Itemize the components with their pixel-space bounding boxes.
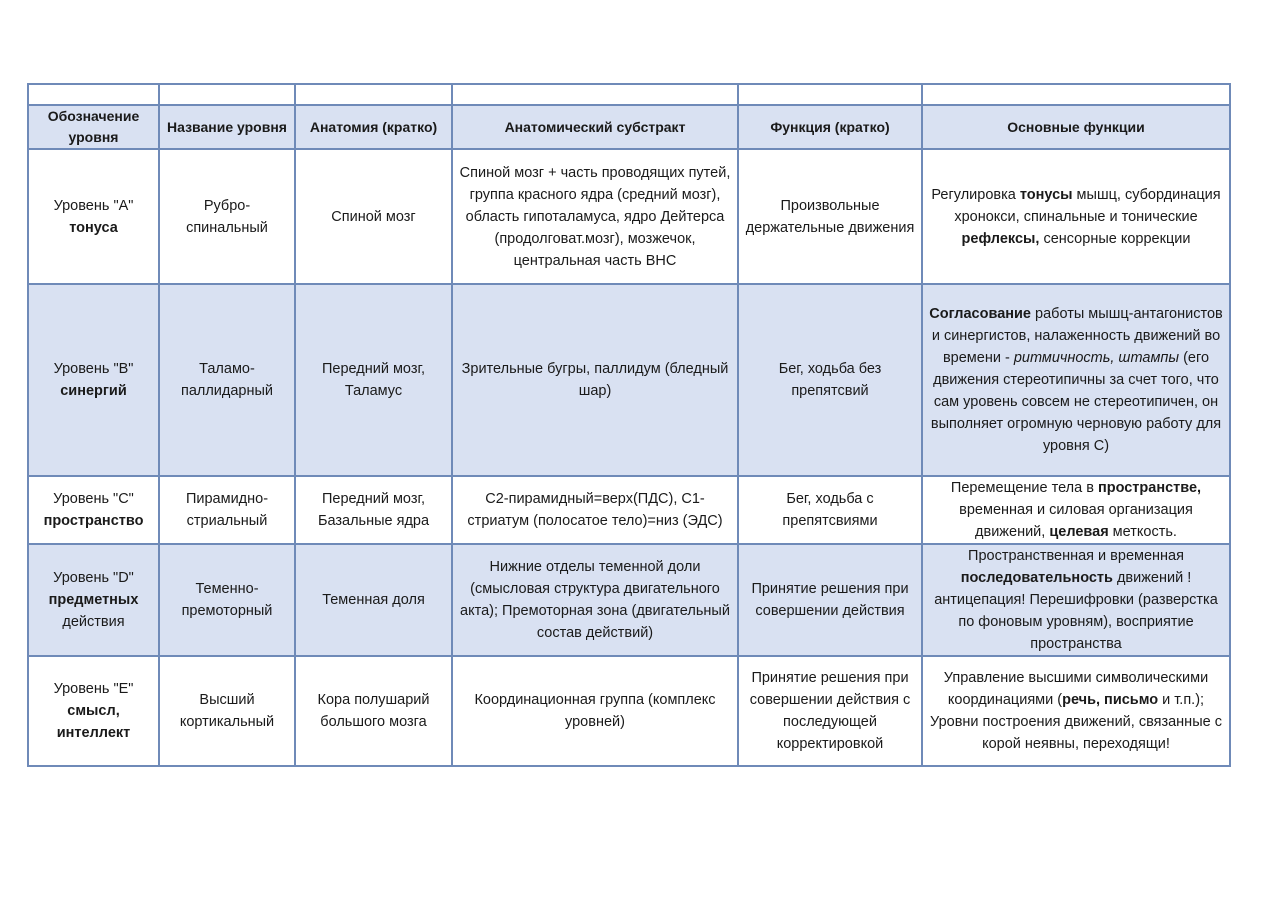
level-suffix: действия — [62, 614, 125, 630]
level-keyword: синергий — [60, 383, 127, 399]
empty-top-row — [28, 84, 1230, 105]
function-short-cell: Принятие решения при совершении действия — [738, 544, 922, 656]
level-keyword: тонуса — [69, 219, 118, 236]
main-functions-cell: Пространственная и временная последовательность движений !антицепация! Перешифровки (разверстка по фоновым уровням), восприятие пространства — [922, 544, 1230, 656]
levels-table — [27, 83, 1231, 767]
empty-cell — [452, 84, 738, 105]
level-label: Уровень "Е" — [53, 681, 134, 697]
level-label: Уровень "D" — [53, 570, 134, 586]
substrate-cell: Зрительные бугры, паллидум (бледный шар) — [452, 284, 738, 476]
anatomy-cell: Кора полушарий большого мозга — [295, 656, 452, 766]
anatomy-cell: Передний мозг, Базальные ядра — [295, 476, 452, 544]
table-row — [28, 544, 1230, 656]
table-row — [28, 149, 1230, 284]
main-functions-cell: Управление высшими символическими координациями (речь, письмо и т.п.); Уровни построения движений, связанные с корой неявны, переходящи! — [922, 656, 1230, 766]
header-row — [28, 105, 1230, 149]
header-anatomy-short: Анатомия (кратко) — [295, 105, 452, 149]
level-designation-cell — [28, 149, 159, 284]
substrate-cell: Спиной мозг + часть проводящих путей, группа красного ядра (средний мозг), область гипоталамуса, ядро Дейтерса (продолговат.мозг), мозжечок, центральная часть ВНС — [452, 149, 738, 284]
level-designation-cell — [28, 544, 159, 656]
header-main-functions: Основные функции — [922, 105, 1230, 149]
level-label: Уровень "С" — [53, 491, 134, 507]
function-short-cell: Бег, ходьба с препятсвиями — [738, 476, 922, 544]
main-functions-cell: Регулировка тонусы мышц, субординация хронокси, спинальные и тонические рефлексы, сенсорные коррекции — [922, 149, 1230, 284]
main-functions-cell: Согласование работы мышц-антагонистов и синергистов, налаженность движений во времени - ритмичность, штампы (его движения стереотипичны за счет того, что сам уровень совсем не стереотипичен, он выполняет огромную черновую работу для уровня С) — [922, 284, 1230, 476]
level-keyword: смысл, интеллект — [56, 703, 131, 741]
header-function-short: Функция (кратко) — [738, 105, 922, 149]
header-level-designation: Обозначение уровня — [28, 105, 159, 149]
anatomy-cell: Передний мозг, Таламус — [295, 284, 452, 476]
empty-cell — [295, 84, 452, 105]
anatomy-cell: Спиной мозг — [295, 149, 452, 284]
level-name-cell: Рубро-спинальный — [159, 149, 295, 284]
header-anatomical-substrate: Анатомический субстракт — [452, 105, 738, 149]
level-label: Уровень "В" — [53, 361, 134, 377]
substrate-cell: С2-пирамидный=верх(ПДС), С1-стриатум (полосатое тело)=низ (ЭДС) — [452, 476, 738, 544]
empty-cell — [28, 84, 159, 105]
table-row — [28, 476, 1230, 544]
level-designation-cell — [28, 284, 159, 476]
level-name-cell: Высший кортикальный — [159, 656, 295, 766]
level-keyword: предметных — [48, 592, 139, 608]
table-row — [28, 284, 1230, 476]
function-short-cell: Произвольные держательные движения — [738, 149, 922, 284]
table-row — [28, 656, 1230, 766]
level-designation-cell — [28, 656, 159, 766]
level-name-cell: Пирамидно-стриальный — [159, 476, 295, 544]
substrate-cell: Нижние отделы теменной доли (смысловая структура двигательного акта); Премоторная зона (двигательный состав действий) — [452, 544, 738, 656]
anatomy-cell: Теменная доля — [295, 544, 452, 656]
level-name-cell: Теменно-премоторный — [159, 544, 295, 656]
main-functions-cell: Перемещение тела в пространстве, временная и силовая организация движений, целевая меткость. — [922, 476, 1230, 544]
function-short-cell: Бег, ходьба без препятсвий — [738, 284, 922, 476]
level-label: Уровень "А" — [53, 197, 134, 214]
function-short-cell: Принятие решения при совершении действия с последующей корректировкой — [738, 656, 922, 766]
level-name-cell: Таламо-паллидарный — [159, 284, 295, 476]
empty-cell — [922, 84, 1230, 105]
empty-cell — [738, 84, 922, 105]
level-keyword: пространство — [43, 513, 144, 529]
level-designation-cell — [28, 476, 159, 544]
substrate-cell: Координационная группа (комплекс уровней) — [452, 656, 738, 766]
header-level-name: Название уровня — [159, 105, 295, 149]
empty-cell — [159, 84, 295, 105]
